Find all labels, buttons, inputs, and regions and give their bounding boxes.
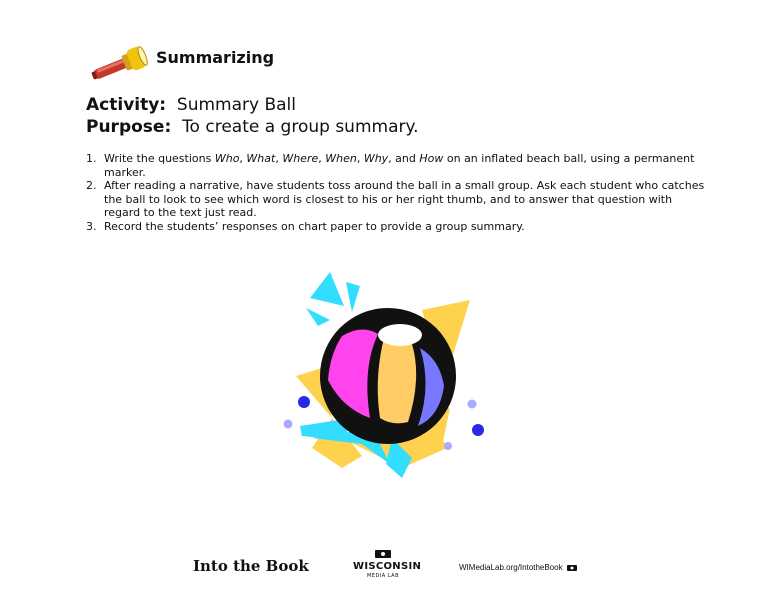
header <box>86 42 275 82</box>
flashlight-icon <box>86 42 154 82</box>
question-word: Why <box>363 152 389 165</box>
step-number: 3. <box>86 219 97 233</box>
activity-label: Activity: <box>86 95 167 115</box>
into-the-book-logo: Into the Book <box>193 557 309 575</box>
wisconsin-text: WISCONSIN <box>353 561 422 572</box>
media-lab-text: MEDIA LAB <box>366 573 400 579</box>
steps-list <box>86 152 706 233</box>
step-text: on an inflated beach ball, using a permanent marker. <box>104 152 695 179</box>
purpose-text: To create a group summary. <box>182 117 419 137</box>
separator: , <box>275 152 283 165</box>
step-number: 1. <box>86 152 97 165</box>
separator: , <box>318 152 326 165</box>
question-word: When <box>325 152 357 165</box>
list-item <box>86 152 706 179</box>
activity-name: Summary Ball <box>176 95 297 115</box>
wisconsin-logo-icon <box>353 547 413 561</box>
step-text: Write the questions <box>104 152 215 165</box>
question-word: Who <box>214 152 240 165</box>
purpose-label: Purpose: <box>86 117 172 137</box>
separator: , <box>239 152 247 165</box>
separator: , and <box>388 152 420 165</box>
step-text: After reading a narrative, have students toss around the ball in a small group. Ask each student who catches the ball to look to see which word is closest to his or her right thumb, and to answer that question with regard to the text just read. <box>104 179 705 219</box>
section-title: Summarizing <box>156 48 275 67</box>
beach-ball-illustration <box>282 268 492 480</box>
list-item <box>86 179 706 220</box>
camera-icon <box>567 564 577 571</box>
wisconsin-media-lab-logo <box>353 547 422 579</box>
step-number: 2. <box>86 179 97 192</box>
separator: , <box>356 152 364 165</box>
footer-url <box>459 563 577 572</box>
list-item <box>86 220 706 234</box>
url-text: WIMediaLab.org/IntotheBook <box>459 563 563 572</box>
question-word: Where <box>282 152 319 165</box>
question-word: What <box>246 152 276 165</box>
activity-block <box>86 94 419 138</box>
step-text: Record the students’ responses on chart paper to provide a group summary. <box>104 219 525 233</box>
question-word: How <box>419 152 444 165</box>
